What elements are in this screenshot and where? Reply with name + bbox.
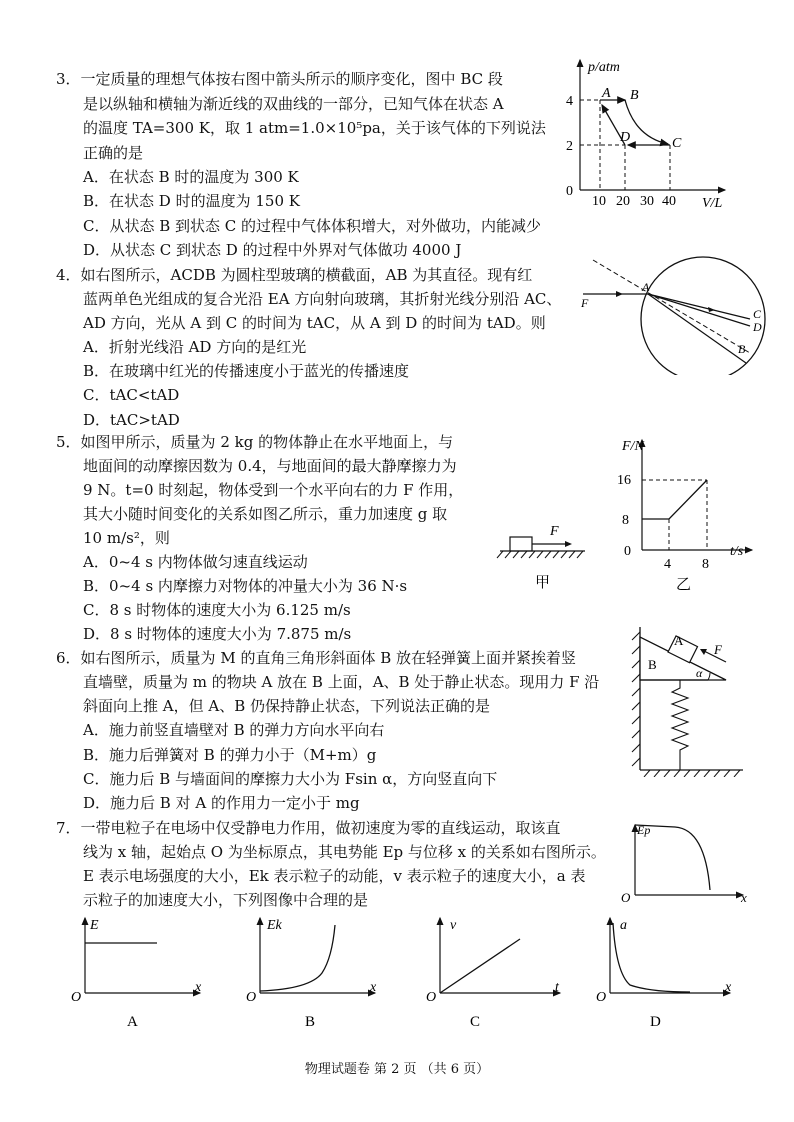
q3-stem-line-1: 3．一定质量的理想气体按右图中箭头所示的顺序变化，图中 BC 段: [56, 70, 503, 88]
q5-y-tick-8: 8: [622, 513, 629, 528]
q7-c-curve: [440, 939, 520, 993]
q5-fig-yi-caption: 乙: [676, 577, 692, 593]
q6-option-c: C．施力后 B 与墙面间的摩擦力大小为 Fsin α，方向竖直向下: [83, 770, 498, 788]
q5-y-label: F/N: [622, 439, 644, 454]
q6-stem-line-2: 直墙壁，质量为 m 的物块 A 放在 B 上面，A、B 处于静止状态。现用力 F 沿: [83, 673, 600, 691]
q7-stem-line-2: 线为 x 轴，起始点 O 为坐标原点，其电势能 Ep 与位移 x 的关系如右图所示。: [83, 843, 606, 861]
q4-label-c: C: [753, 307, 762, 321]
q5-stem-line-2: 地面间的动摩擦因数为 0.4，与地面间的最大静摩擦力为: [83, 457, 457, 475]
q3-stem-line-4: 正确的是: [83, 144, 144, 162]
q4-stem-line-3: AD 方向，光从 A 到 C 的时间为 tAC，从 A 到 D 的时间为 tAD。则: [83, 314, 546, 332]
q6-option-d: D．施力后 B 对 A 的作用力一定小于 mg: [83, 794, 360, 812]
q3-pv-graph: [560, 55, 735, 214]
q7-main-origin: O: [621, 890, 631, 905]
q3-option-a: A．在状态 B 时的温度为 300 K: [83, 168, 299, 186]
q5-force-line: [642, 480, 707, 519]
q7-a-origin: O: [71, 990, 82, 1005]
q4-stem-line-1: 4．如右图所示，ACDB 为圆柱型玻璃的横截面，AB 为其直径。现有红: [56, 266, 533, 284]
q3-point-a: A: [602, 86, 611, 101]
q4-option-b: B．在玻璃中红光的传播速度小于蓝光的传播速度: [83, 362, 410, 380]
q3-point-d: D: [620, 130, 631, 145]
q5-stem-line-3: 9 N。t=0 时刻起，物体受到一个水平向右的力 F 作用，: [83, 481, 464, 499]
q3-y-tick-2: 2: [566, 139, 573, 154]
q4-ray-d: [648, 294, 750, 326]
q5-block: [510, 537, 532, 551]
q4-option-c: C．tAC<tAD: [83, 386, 180, 404]
q7-choice-c-graph: [420, 913, 570, 1037]
q7-a-y-label: E: [90, 918, 99, 933]
q6-figure: [628, 622, 748, 781]
q7-ep-graph: [615, 820, 755, 909]
q5-y-tick-16: 16: [617, 473, 631, 488]
q5-option-d: D．8 s 时物体的速度大小为 7.875 m/s: [83, 625, 352, 643]
q3-x-tick-30: 30: [640, 194, 654, 209]
q7-b-letter: B: [305, 1014, 316, 1030]
q5-option-b: B．0~4 s 内摩擦力对物体的冲量大小为 36 N·s: [83, 577, 408, 595]
q6-option-b: B．施力后弹簧对 B 的弹力小于（M+m）g: [83, 746, 377, 764]
q3-y-tick-4: 4: [566, 94, 573, 109]
q7-stem-line-4: 示粒子的加速度大小，下列图像中合理的是: [83, 891, 369, 909]
q6-label-b: B: [648, 657, 657, 672]
q5-force-time-graph: [612, 432, 762, 606]
q5-force-label: F: [550, 524, 559, 539]
q3-stem-line-3: 的温度 TA=300 K，取 1 atm=1.0×10⁵pa，关于该气体的下列说法: [83, 119, 546, 137]
q7-a-x-label: x: [195, 980, 202, 995]
q5-fig-jia: [495, 515, 595, 599]
q7-choice-a-graph: [65, 913, 215, 1037]
q7-d-x-label: x: [725, 980, 732, 995]
q5-stem-line-4: 其大小随时间变化的关系如图乙所示，重力加速度 g 取: [83, 505, 448, 523]
q5-x-tick-8: 8: [702, 557, 709, 572]
q5-option-a: A．0~4 s 内物体做匀速直线运动: [83, 553, 308, 571]
q3-point-c: C: [672, 136, 682, 151]
q5-x-tick-4: 4: [664, 557, 671, 572]
q6-stem-line-1: 6．如右图所示，质量为 M 的直角三角形斜面体 B 放在轻弹簧上面并紧挨着竖: [56, 649, 577, 667]
q3-y-label: p/atm: [588, 60, 620, 75]
q7-b-y-label: Ek: [267, 918, 282, 933]
q6-label-a: A: [674, 633, 684, 648]
q4-ray-c: [648, 294, 750, 319]
q6-spring: [672, 680, 688, 770]
q7-c-letter: C: [470, 1014, 481, 1030]
q4-stem-line-2: 蓝两单色光组成的复合光沿 EA 方向射向玻璃，其折射光线分别沿 AC、: [83, 290, 562, 308]
q7-b-origin: O: [246, 990, 257, 1005]
q6-label-f: F: [714, 642, 722, 657]
q7-main-y-label: Ep: [637, 823, 651, 837]
q3-x-tick-40: 40: [662, 194, 676, 209]
q7-c-y-label: v: [450, 918, 457, 933]
q5-stem-line-1: 5．如图甲所示，质量为 2 kg 的物体静止在水平地面上，与: [56, 433, 454, 451]
q5-stem-line-5: 10 m/s²，则: [83, 529, 170, 547]
q6-option-a: A．施力前竖直墙壁对 B 的弹力方向水平向右: [83, 721, 385, 739]
q3-stem-line-2: 是以纵轴和横轴为渐近线的双曲线的一部分，已知气体在状态 A: [83, 95, 504, 113]
q7-choice-b-graph: [240, 913, 390, 1037]
q7-stem-line-3: E 表示电场强度的大小，Ek 表示粒子的动能，v 表示粒子的速度大小，a 表: [83, 867, 586, 885]
q7-main-x-label: x: [741, 890, 747, 905]
q5-x-label: t/s: [730, 544, 744, 559]
q7-d-curve: [613, 923, 690, 992]
q4-label-b: B: [738, 342, 746, 356]
q5-origin: 0: [624, 544, 631, 559]
q3-option-d: D．从状态 C 到状态 D 的过程中外界对气体做功 4000 J: [83, 241, 462, 259]
q7-c-origin: O: [426, 990, 437, 1005]
q4-label-f: F: [581, 296, 589, 310]
q6-stem-line-3: 斜面向上推 A，但 A、B 仍保持静止状态，下列说法正确的是: [83, 697, 490, 715]
q7-b-curve: [260, 925, 335, 991]
q3-x-tick-20: 20: [616, 194, 630, 209]
q4-circle: [641, 257, 765, 375]
q7-d-y-label: a: [620, 918, 627, 933]
q7-c-x-label: t: [555, 980, 559, 995]
q4-option-d: D．tAC>tAD: [83, 411, 180, 429]
q3-origin: 0: [566, 184, 573, 199]
q3-point-b: B: [630, 88, 639, 103]
q5-option-c: C．8 s 时物体的速度大小为 6.125 m/s: [83, 601, 351, 619]
q7-d-letter: D: [650, 1014, 661, 1030]
q7-a-letter: A: [127, 1014, 138, 1030]
q5-fig-jia-caption: 甲: [535, 575, 551, 591]
page-footer: 物理试题卷 第 2 页 （共 6 页）: [304, 1062, 490, 1077]
q7-stem-line-1: 7．一带电粒子在电场中仅受静电力作用，做初速度为零的直线运动，取该直: [56, 819, 561, 837]
q4-label-d: D: [753, 320, 762, 334]
q4-label-a: A: [642, 280, 650, 294]
q3-x-label: V/L: [702, 196, 723, 210]
q4-glass-figure: [578, 255, 778, 379]
q7-b-x-label: x: [370, 980, 377, 995]
q3-option-b: B．在状态 D 时的温度为 150 K: [83, 192, 300, 210]
q7-d-origin: O: [596, 990, 607, 1005]
q6-label-alpha: α: [696, 666, 703, 680]
q3-process-bc: [625, 100, 668, 144]
q4-option-a: A．折射光线沿 AD 方向的是红光: [83, 338, 307, 356]
q7-choice-d-graph: [590, 913, 740, 1037]
q3-option-c: C．从状态 B 到状态 C 的过程中气体体积增大，对外做功，内能减少: [83, 217, 542, 235]
q3-x-tick-10: 10: [592, 194, 606, 209]
